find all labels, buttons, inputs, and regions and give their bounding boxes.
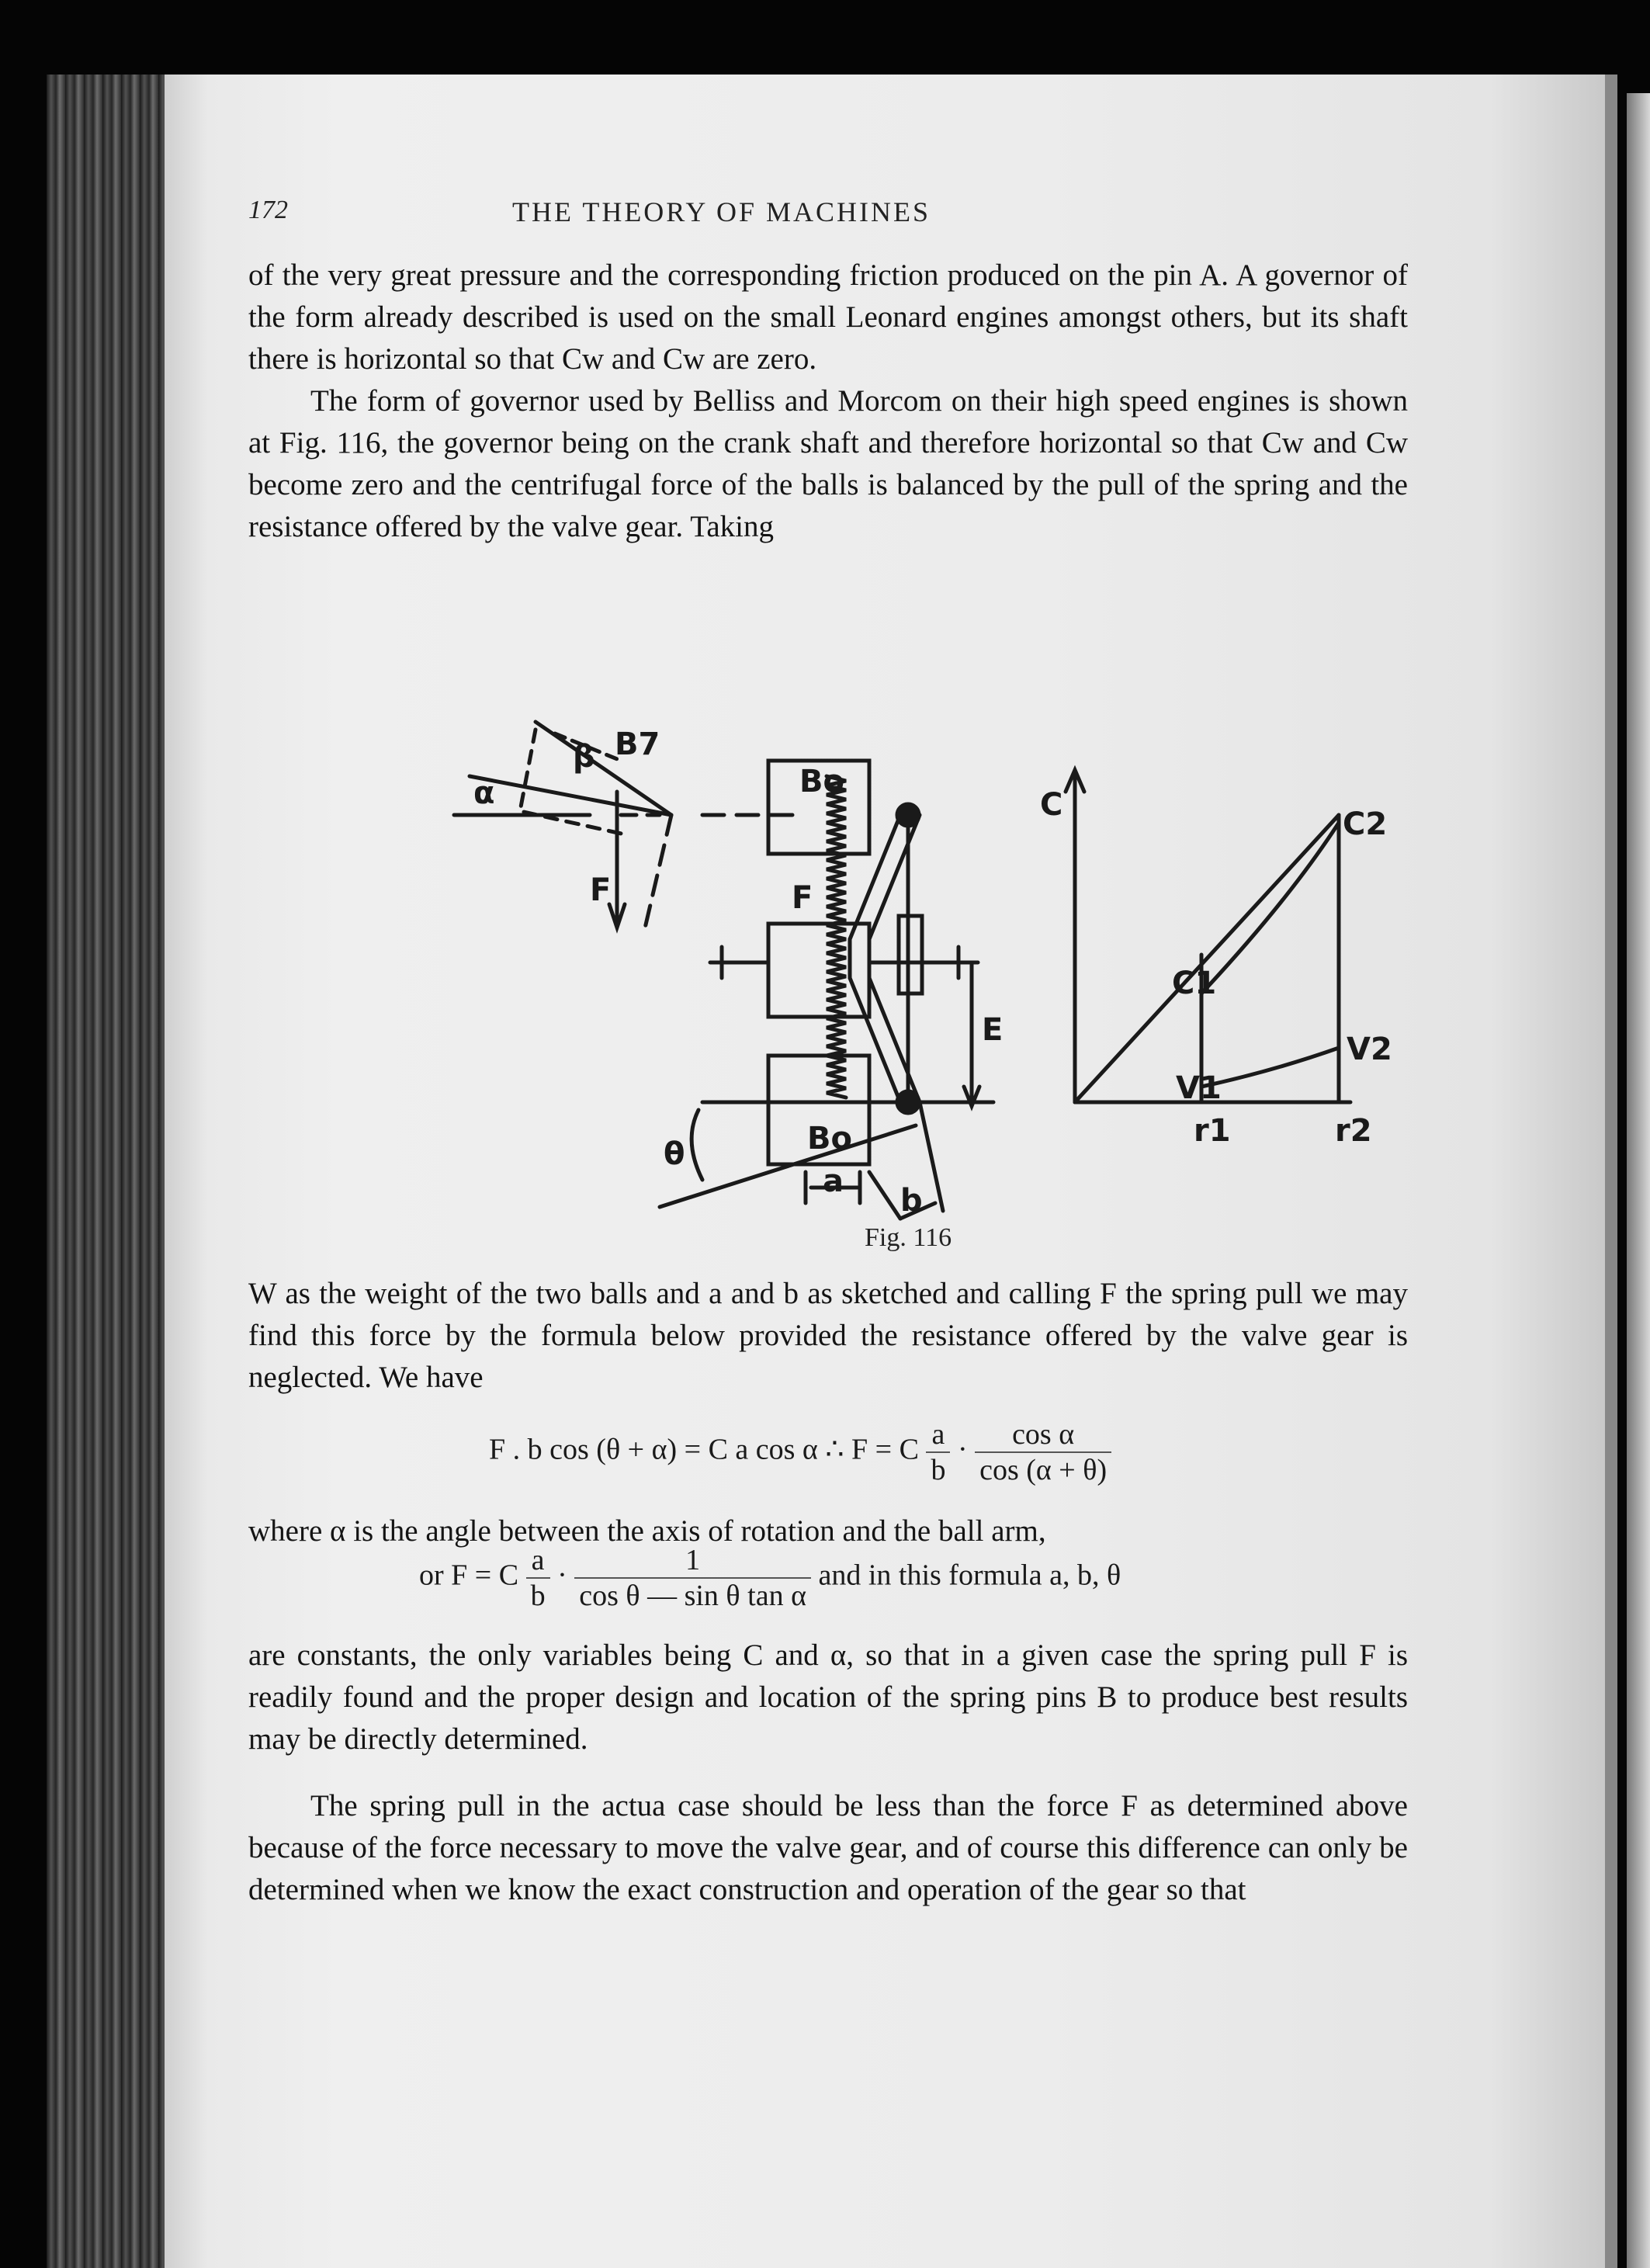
eq2-left: or F = C [419, 1559, 519, 1592]
page-header [0, 196, 1650, 242]
equation-1 [489, 1417, 1111, 1487]
facing-page-edge [1627, 93, 1650, 2268]
curve-c1-c2 [1201, 823, 1339, 994]
label-c2: C2 [1343, 806, 1388, 842]
eq1-fraction-cos [975, 1417, 1111, 1487]
paragraph-5: are constants, the only variables being C and α, so that in a given case the spring pull F is readily found and the proper design and location of the spring pins B to produce best results may be directly determined. [248, 1639, 1408, 1756]
eq2-frac1-den: b [530, 1580, 546, 1612]
paragraph-block-2 [248, 1273, 1408, 1399]
label-bo-bottom: Bo [807, 1121, 852, 1157]
ball-middle [768, 924, 869, 1017]
label-theta: θ [664, 1136, 685, 1172]
eq2-fraction-cos [574, 1543, 811, 1613]
paragraph-block-4 [248, 1635, 1408, 1760]
paragraph-4: where α is the angle between the axis of rotation and the ball arm, [248, 1514, 1046, 1548]
label-r1: r1 [1194, 1113, 1231, 1149]
label-alpha: α [473, 775, 495, 811]
label-c1: C1 [1172, 966, 1217, 1001]
eq1-left: F . b cos (θ + α) = C a cos α ∴ F = C [489, 1433, 919, 1466]
label-b7: B7 [615, 727, 660, 762]
paragraph-6: The spring pull in the actua case should be less than the force F as determined above because of the force necessary to move the valve gear, and of course this difference can only be determined when we know the exact construction and operation of the gear so that [248, 1789, 1408, 1906]
label-c-axis: C [1040, 787, 1063, 823]
label-bo-top: Bo [799, 764, 844, 799]
eq1-frac2-den: cos (α + θ) [979, 1454, 1108, 1486]
label-f-mid: F [792, 880, 813, 916]
book-binding [47, 75, 171, 2268]
paragraph-3: W as the weight of the two balls and a and b as sketched and calling F the spring pull we may find this force by the formula below provided the resistance offered by the valve gear is neglected. We have [248, 1277, 1408, 1394]
label-r2: r2 [1335, 1113, 1372, 1149]
page-number: 172 [248, 196, 288, 224]
eq2-dot: · [557, 1559, 567, 1592]
eq2-fraction-a-b [526, 1543, 550, 1613]
eq1-dot: · [957, 1433, 968, 1466]
paragraph-1: of the very great pressure and the corresponding friction produced on the pin A. A governor of the form already described is used on the small Leonard engines amongst others, but its shaft there is horizontal so that Cw and Cw are zero. [248, 258, 1408, 376]
eq2-frac2-num: 1 [574, 1543, 811, 1579]
pivot-top [897, 804, 919, 826]
label-b: b [900, 1183, 923, 1219]
label-v1: V1 [1176, 1070, 1222, 1106]
paragraph-block-1 [248, 255, 1408, 548]
sleeve [899, 916, 922, 994]
figure-116 [435, 706, 1397, 1265]
label-f-left: F [590, 872, 612, 908]
governor-diagram [435, 706, 1397, 1250]
spring [827, 776, 846, 1098]
page-right-edge [1605, 75, 1617, 2268]
label-e: E [982, 1012, 1004, 1048]
eq1-fraction-a-b [926, 1417, 950, 1487]
eq1-frac1-num: a [926, 1417, 950, 1453]
eq2-right: and in this formula a, b, θ [818, 1559, 1121, 1592]
paragraph-2: The form of governor used by Belliss and Morcom on their high speed engines is shown at Fig. 116, the governor being on the crank shaft and therefore horizontal so that Cw and Cw become zero and the centrifugal force of the balls is balanced by the pull of the spring and the resistance offered by the valve gear. Taking [248, 384, 1408, 543]
paragraph-block-5 [248, 1785, 1408, 1911]
equation-2 [419, 1543, 1121, 1613]
label-v2: V2 [1347, 1032, 1392, 1067]
eq1-frac2-num: cos α [975, 1417, 1111, 1453]
curve-v1-v2 [1201, 1048, 1339, 1087]
eq1-frac1-den: b [931, 1454, 946, 1486]
eq2-frac2-den: cos θ — sin θ tan α [579, 1580, 806, 1612]
label-a: a [823, 1163, 844, 1199]
eq2-frac1-num: a [526, 1543, 550, 1579]
running-title: THE THEORY OF MACHINES [512, 196, 931, 227]
figure-caption: Fig. 116 [865, 1223, 952, 1252]
label-beta: β [573, 739, 595, 775]
